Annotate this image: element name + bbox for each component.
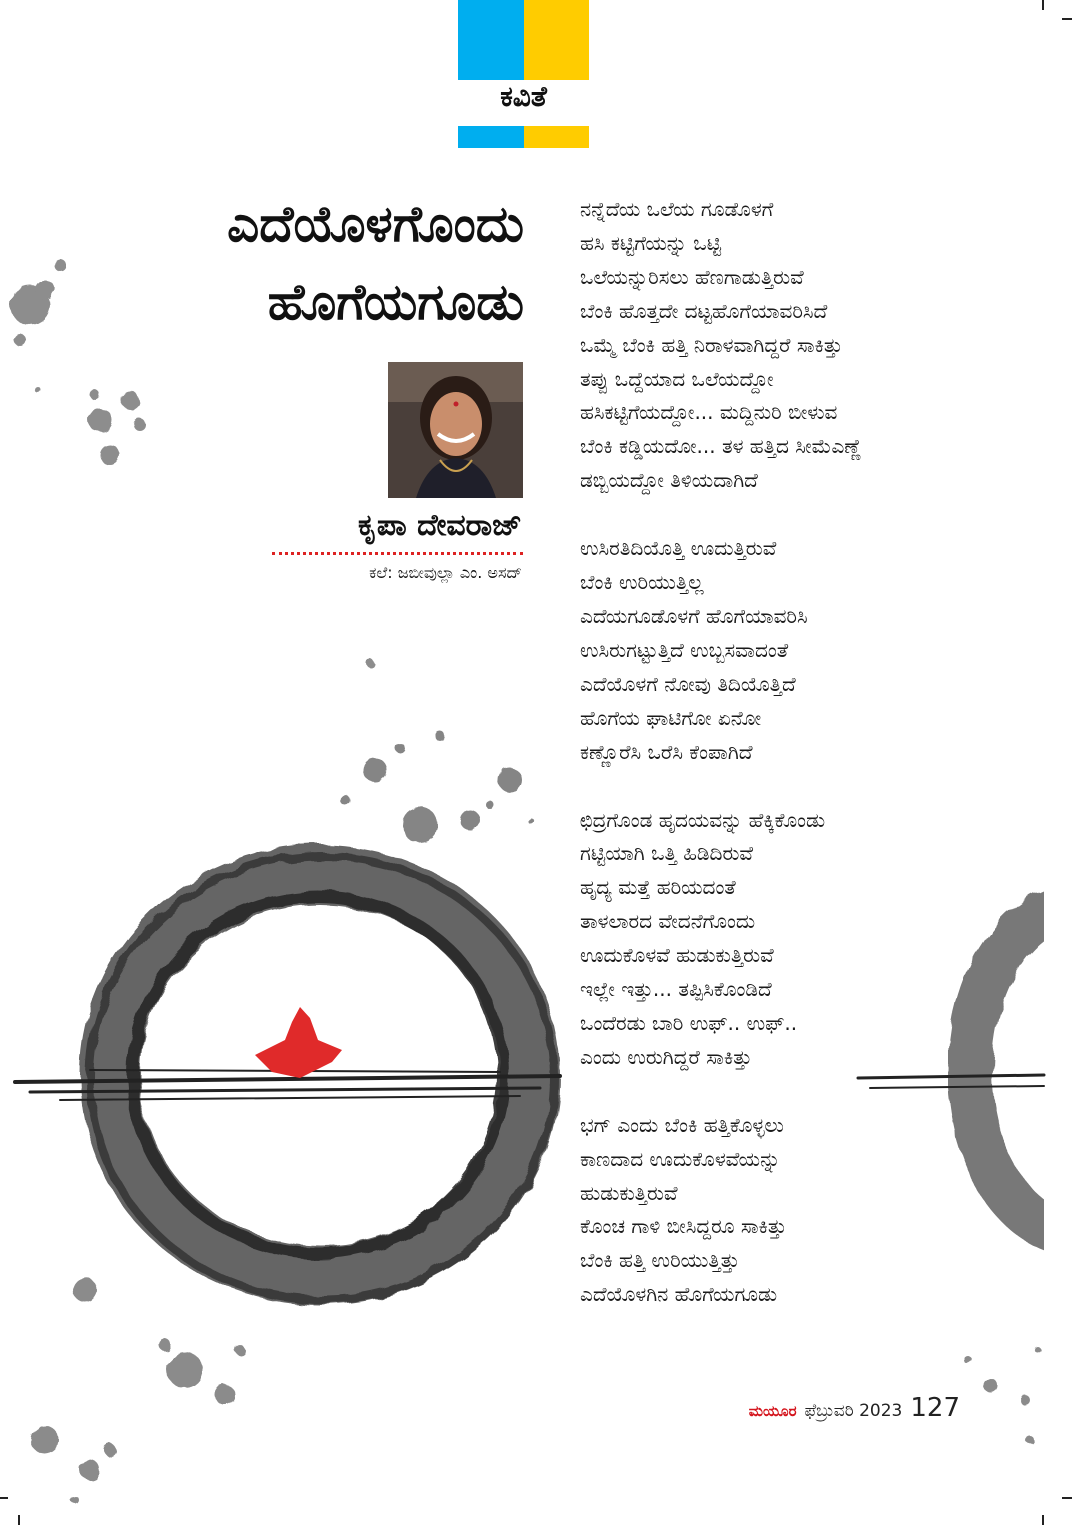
- art-credit: ಕಲೆ: ಜಬೀವುಲ್ಲಾ ಎಂ. ಅಸದ್: [369, 563, 522, 582]
- poem-line: ಒಮ್ಮೆ ಬೆಂಕಿ ಹತ್ತಿ ನಿರಾಳವಾಗಿದ್ದರೆ ಸಾಕಿತ್ತು: [580, 332, 843, 357]
- crop-mark: [1042, 0, 1044, 10]
- crop-mark: [1042, 1515, 1044, 1525]
- poem-line: ಎದೆಯೊಳಗಿನ ಹೊಗೆಯಗೂಡು: [580, 1282, 778, 1307]
- crop-mark: [1062, 1497, 1072, 1499]
- poem-line: ಕೊಂಚ ಗಾಳಿ ಬೀಸಿದ್ದರೂ ಸಾಕಿತ್ತು: [580, 1214, 787, 1239]
- stanza: [580, 1109, 1010, 1312]
- page-footer: [749, 1393, 960, 1423]
- poem-line: ಹೊಗೆಯ ಘಾಟಿಗೋ ಏನೋ: [580, 705, 762, 730]
- poem-line: ಒಂದೆರಡು ಬಾರಿ ಉಫ್.. ಉಫ್..: [580, 1010, 798, 1035]
- poem-body: [580, 193, 1010, 1346]
- author-photo: [388, 362, 523, 498]
- stanza: [580, 193, 1010, 498]
- crop-mark: [1062, 18, 1072, 20]
- poem-line: ಎಂದು ಉರುಗಿದ್ದರೆ ಸಾಕಿತ್ತು: [580, 1044, 752, 1069]
- poem-line: ಬೆಂಕಿ ಕಡ್ಡಿಯದೋ... ತಳ ಹತ್ತಿದ ಸೀಮೆಎಣ್ಣೆ: [580, 434, 862, 459]
- stanza: [580, 804, 1010, 1075]
- poem-title: [227, 185, 524, 341]
- author-name: ಕೃಪಾ ದೇವರಾಜ್: [357, 508, 522, 543]
- poem-line: ತಪ್ಪು ಒದ್ದೆಯಾದ ಒಲೆಯದ್ದೋ: [580, 366, 774, 391]
- poem-line: ಹುಡುಕುತ್ತಿರುವೆ: [580, 1180, 678, 1205]
- page-number: 127: [910, 1393, 960, 1423]
- poem-line: ಎದೆಯಗೂಡೊಳಗೆ ಹೊಗೆಯಾವರಿಸಿ: [580, 603, 808, 628]
- issue-date: ಫೆಬ್ರುವರಿ 2023: [804, 1401, 903, 1421]
- poem-line: ಉಸಿರತಿದಿಯೊತ್ತಿ ಊದುತ್ತಿರುವೆ: [580, 536, 777, 561]
- poem-line: ಗಟ್ಟಿಯಾಗಿ ಒತ್ತಿ ಹಿಡಿದಿರುವೆ: [580, 841, 754, 866]
- stanza: [580, 532, 1010, 769]
- poem-line: ಉಸಿರುಗಟ್ಟುತ್ತಿದೆ ಉಬ್ಬಸವಾದಂತೆ: [580, 637, 789, 662]
- section-color-block: [458, 0, 589, 148]
- crop-mark: [18, 1515, 20, 1525]
- title-line-1: ಎದೆಯೊಳಗೊಂದು: [227, 195, 524, 253]
- poem-line: ಹೃದ್ಯ ಮತ್ತೆ ಹರಿಯದಂತೆ: [580, 875, 736, 900]
- poem-line: ಕಣ್ಣೊರೆಸಿ ಒರೆಸಿ ಕೆಂಪಾಗಿದೆ: [580, 739, 753, 764]
- poem-line: ಬೆಂಕಿ ಹತ್ತಿ ಉರಿಯುತ್ತಿತ್ತು: [580, 1248, 740, 1273]
- poem-line: ಇಲ್ಲೇ ಇತ್ತು... ತಪ್ಪಿಸಿಕೊಂಡಿದೆ: [580, 977, 772, 1002]
- magazine-brand: ಮಯೂರ: [748, 1402, 797, 1420]
- poem-line: ಹಸಿ ಕಟ್ಟಿಗೆಯನ್ನು ಒಟ್ಟಿ: [580, 230, 722, 255]
- title-line-2: ಹೊಗೆಯಗೂಡು: [267, 273, 524, 331]
- author-portrait-image: [388, 362, 523, 498]
- color-block-blue: [458, 126, 524, 148]
- color-block-yellow: [524, 126, 589, 148]
- poem-line: ಛಿದ್ರಗೊಂಡ ಹೃದಯವನ್ನು ಹೆಕ್ಕಿಕೊಂಡು: [580, 807, 826, 832]
- color-block-blue: [458, 0, 524, 80]
- section-label: ಕವಿತೆ: [500, 80, 547, 113]
- poem-line: ಕಾಣದಾದ ಊದುಕೊಳವೆಯನ್ನು: [580, 1146, 781, 1171]
- dotted-divider: [272, 552, 523, 555]
- poem-line: ತಾಳಲಾರದ ವೇದನೆಗೊಂದು: [580, 909, 756, 934]
- poem-line: ನನ್ನೆದೆಯ ಒಲೆಯ ಗೂಡೊಳಗೆ: [580, 197, 774, 221]
- crop-mark: [0, 1497, 8, 1499]
- poem-line: ಒಲೆಯನ್ನುರಿಸಲು ಹೆಣಗಾಡುತ್ತಿರುವೆ: [580, 264, 804, 289]
- poem-line: ಬೆಂಕಿ ಹೊತ್ತದೇ ದಟ್ಟಹೊಗೆಯಾವರಿಸಿದೆ: [580, 298, 828, 323]
- poem-line: ಬೆಂಕಿ ಉರಿಯುತ್ತಿಲ್ಲ: [580, 570, 704, 595]
- poem-line: ಡಬ್ಬಿಯದ್ದೋ ತಿಳಿಯದಾಗಿದೆ: [580, 468, 758, 493]
- poem-line: ಹಸಿಕಟ್ಟಿಗೆಯದ್ದೋ... ಮದ್ದಿನುರಿ ಬೀಳುವ: [580, 400, 838, 425]
- poem-line: ಎದೆಯೊಳಗೆ ನೋವು ತಿದಿಯೊತ್ತಿದೆ: [580, 671, 796, 696]
- poem-line: ಊದುಕೊಳವೆ ಹುಡುಕುತ್ತಿರುವೆ: [580, 943, 774, 968]
- poem-line: ಭಗ್ ಎಂದು ಬೆಂಕಿ ಹತ್ತಿಕೊಳ್ಳಲು: [580, 1112, 784, 1137]
- color-block-yellow: [524, 0, 589, 80]
